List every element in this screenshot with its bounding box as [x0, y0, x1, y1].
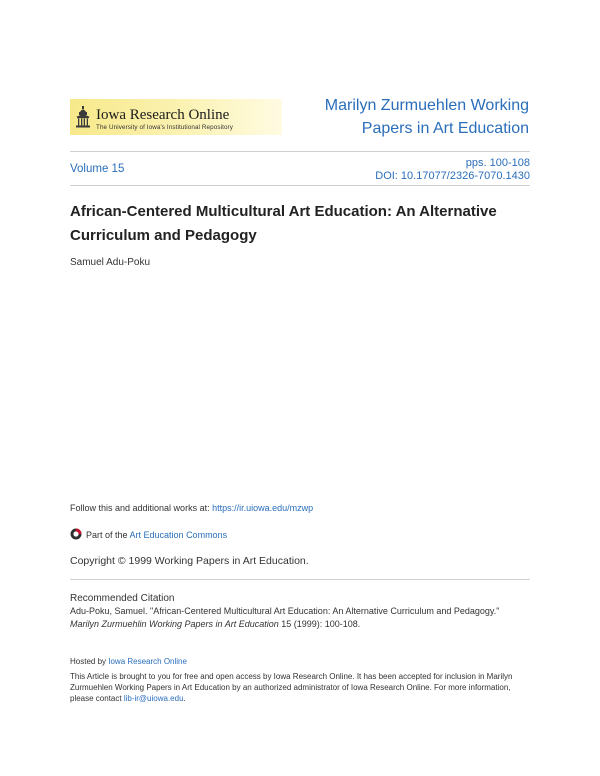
logo-title: Iowa Research Online — [96, 107, 230, 123]
recommended-citation-text — [70, 605, 530, 631]
notice-end: . — [183, 694, 186, 703]
art-education-commons-link[interactable]: Art Education Commons — [129, 530, 228, 540]
hosted-by-line — [70, 657, 187, 666]
open-access-notice — [70, 671, 532, 704]
page-range: pps. 100-108 — [465, 157, 530, 169]
part-of-text: Part of the — [86, 530, 130, 540]
divider-header — [70, 185, 530, 186]
recommended-citation-heading: Recommended Citation — [70, 593, 175, 604]
divider-citation — [70, 579, 530, 580]
network-commons-icon — [70, 528, 82, 540]
iowa-research-online-link[interactable]: Iowa Research Online — [108, 657, 187, 666]
old-capitol-building-icon — [75, 106, 91, 128]
contact-email-link[interactable]: lib-ir@uiowa.edu — [123, 694, 184, 703]
doi-link[interactable]: DOI: 10.17077/2326-7070.1430 — [375, 170, 530, 182]
article-author: Samuel Adu-Poku — [70, 257, 151, 268]
journal-title-line-2[interactable]: Papers in Art Education — [361, 120, 529, 137]
article-title[interactable]: African-Centered Multicultural Art Education: An Alternative Curriculum and Pedagogy — [70, 203, 497, 244]
citation-text-start: Adu-Poku, Samuel. "African-Centered Multicultural Art Education: An Alternative Curriculum and Pedagogy." — [70, 606, 500, 616]
issue-info — [230, 157, 530, 183]
follow-line — [70, 503, 313, 513]
part-of-line — [86, 530, 227, 540]
volume-link[interactable]: Volume 15 — [70, 163, 125, 175]
journal-title[interactable] — [269, 94, 529, 140]
hosted-by-text: Hosted by — [70, 657, 109, 666]
journal-title-line-1[interactable]: Marilyn Zurmuehlen Working — [324, 97, 529, 114]
notice-text: This Article is brought to you for free and open access by Iowa Research Online. It has been accepted for inclusion in Marilyn Zurmuehlen Working Papers in Art Education by an authorized administrator of Iowa Research Online. For more information, please contact — [70, 672, 513, 703]
divider-top — [70, 151, 530, 152]
copyright-statement: Copyright © 1999 Working Papers in Art Education. — [70, 555, 309, 567]
logo-subtitle: The University of Iowa's Institutional Repository — [96, 124, 233, 131]
follow-text: Follow this and additional works at: — [70, 503, 213, 513]
follow-url-link[interactable]: https://ir.uiowa.edu/mzwp — [212, 503, 314, 513]
citation-journal: Marilyn Zurmuehlin Working Papers in Art Education — [70, 619, 279, 629]
citation-text-end: 15 (1999): 100-108. — [278, 619, 361, 629]
